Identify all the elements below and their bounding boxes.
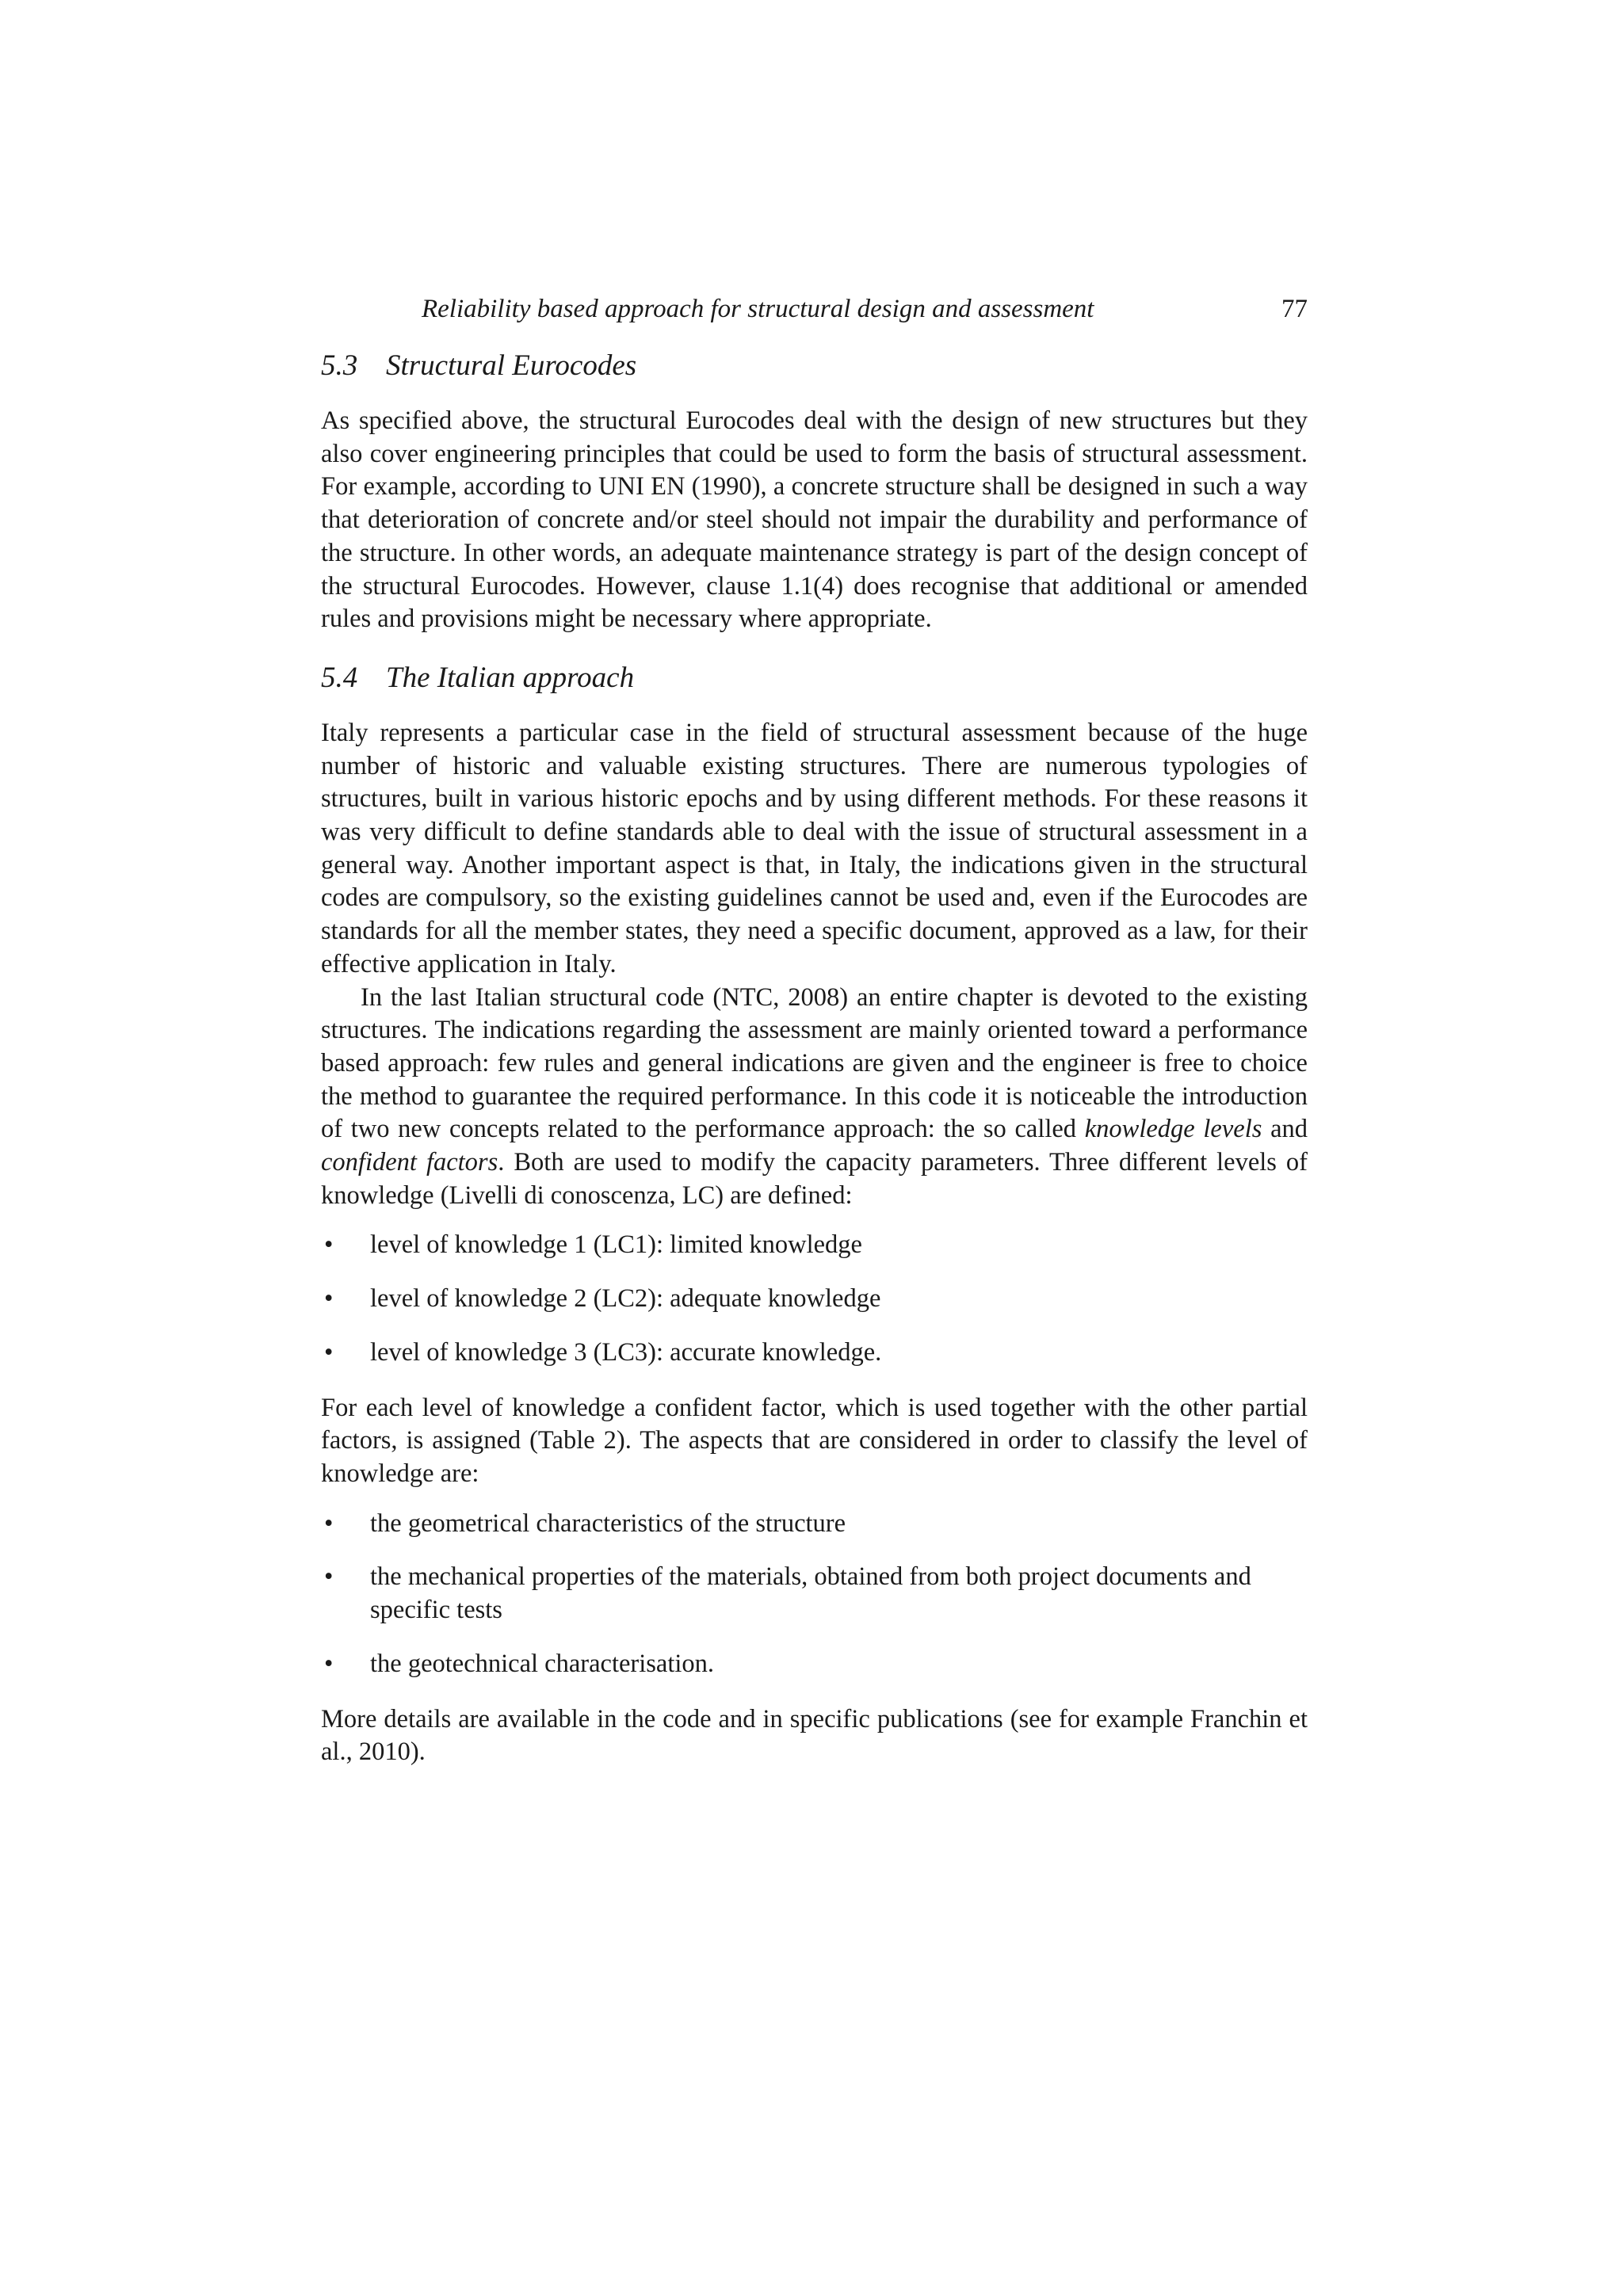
paragraph-eurocodes: As specified above, the structural Eurocodes deal with the design of new structures but they also cover engineering principles that could be used to form the basis of structural assessment. For example, according to UNI EN (1990), a concrete structure shall be designed in such a way that deterioration of concrete and/or steel should not impair the durability and performance of the structure. In other words, an adequate maintenance strategy is part of the design concept of the structural Eurocodes. However, clause 1.1(4) does recognise that additional or amended rules and provisions might be necessary where appropriate. (321, 406, 1308, 634)
term-knowledge-levels: knowledge levels (1084, 1115, 1262, 1144)
text-run: . Both are used to modify the capacity parameters. Three different levels of knowledge (Livelli di conoscenza, LC) are defined: (321, 1148, 1308, 1210)
list-item (321, 1337, 1308, 1370)
paragraph-ntc-code (321, 982, 1308, 1213)
list-item (321, 1508, 1308, 1541)
list-item-text: level of knowledge 3 (LC3): accurate knowledge. (370, 1337, 882, 1367)
section-heading-5-4 (321, 660, 1308, 696)
list-item-text: the geometrical characteristics of the structure (370, 1508, 846, 1538)
bullet-icon: • (324, 1562, 334, 1592)
list-item-text: level of knowledge 1 (LC1): limited knowledge (370, 1230, 862, 1260)
list-item-text: the geotechnical characterisation. (370, 1649, 715, 1678)
bullet-icon: • (324, 1649, 334, 1678)
term-confident-factors: confident factors (321, 1148, 498, 1177)
list-item (321, 1648, 1308, 1681)
bullet-icon: • (324, 1230, 334, 1260)
bullet-icon: • (324, 1508, 334, 1538)
page-number: 77 (1281, 295, 1308, 323)
list-item (321, 1561, 1308, 1627)
paragraph-more-details: More details are available in the code and in specific publications (see for example Franchin et al., 2010). (321, 1704, 1308, 1767)
paragraph-italy-case: Italy represents a particular case in the field of structural assessment because of the huge number of historic and valuable existing structures. There are numerous typologies of structures, built in various historic epochs and by using different methods. For these reasons it was very difficult to define standards able to deal with the issue of structural assessment in a general way. Another important aspect is that, in Italy, the indications given in the structural codes are compulsory, so the existing guidelines cannot be used and, even if the Eurocodes are standards for all the member states, they need a specific document, approved as a law, for their effective application in Italy. (321, 718, 1308, 978)
text-run: In the last Italian structural code (NTC, 2008) an entire chapter is devoted to the existing structures. The indications regarding the assessment are mainly oriented toward a performance based approach: few rules and general indications are given and the engineer is free to choice the method to guarantee the required performance. In this code it is noticeable the introduction of two new concepts related to the performance approach: the so called (321, 982, 1308, 1144)
text-run: and (1262, 1115, 1308, 1144)
bullet-icon: • (324, 1337, 334, 1367)
section-heading-5-3 (321, 348, 1308, 384)
knowledge-levels-list (321, 1229, 1308, 1369)
running-title: Reliability based approach for structural design and assessment (422, 295, 1094, 323)
bullet-icon: • (324, 1284, 334, 1314)
classification-aspects-list (321, 1508, 1308, 1681)
section-number: 5.4 (321, 661, 358, 694)
paragraph-confident-factor: For each level of knowledge a confident factor, which is used together with the other partial factors, is assigned (Table 2). The aspects that are considered in order to classify the level of knowledge are: (321, 1393, 1308, 1488)
section-number: 5.3 (321, 349, 358, 382)
section-title: The Italian approach (386, 661, 635, 694)
list-item-text: level of knowledge 2 (LC2): adequate knowledge (370, 1284, 881, 1314)
page-content (321, 292, 1308, 1769)
list-item (321, 1229, 1308, 1262)
list-item (321, 1283, 1308, 1316)
running-header (321, 292, 1308, 326)
section-title: Structural Eurocodes (386, 349, 637, 382)
list-item-text: the mechanical properties of the materials, obtained from both project documents and specific tests (370, 1562, 1251, 1625)
